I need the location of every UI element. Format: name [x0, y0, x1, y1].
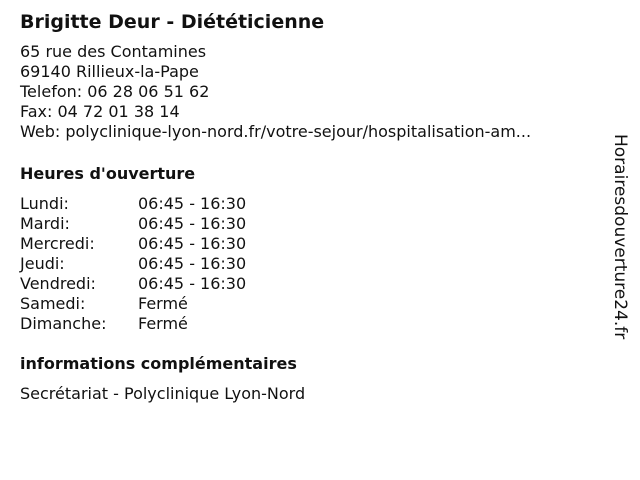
day-label: Vendredi:: [20, 274, 96, 293]
website-link[interactable]: Web: polyclinique-lyon-nord.fr/votre-sejour/hospitalisation-am...: [20, 122, 532, 141]
business-card: [20, 8, 600, 404]
day-hours: 06:45 - 16:30: [138, 234, 247, 253]
fax-number: Fax: 04 72 01 38 14: [20, 102, 180, 121]
hours-row-monday: [20, 194, 246, 214]
day-label: Samedi:: [20, 294, 86, 313]
additional-info-heading: informations complémentaires: [20, 354, 297, 373]
day-label: Lundi:: [20, 194, 69, 213]
day-label: Dimanche:: [20, 314, 107, 333]
day-hours: 06:45 - 16:30: [138, 274, 247, 293]
address-city: 69140 Rillieux-la-Pape: [20, 62, 199, 81]
day-label: Jeudi:: [20, 254, 65, 273]
opening-hours-table: [20, 194, 246, 334]
day-hours: 06:45 - 16:30: [138, 194, 247, 213]
page-title: Brigitte Deur - Diététicienne: [20, 11, 325, 33]
hours-row-thursday: [20, 254, 246, 274]
day-label: Mardi:: [20, 214, 70, 233]
address-street: 65 rue des Contamines: [20, 42, 207, 61]
hours-row-wednesday: [20, 234, 246, 254]
day-label: Mercredi:: [20, 234, 95, 253]
hours-row-saturday: [20, 294, 246, 314]
day-hours: 06:45 - 16:30: [138, 214, 247, 233]
day-hours: 06:45 - 16:30: [138, 254, 247, 273]
day-hours: Fermé: [138, 314, 188, 333]
day-hours: Fermé: [138, 294, 188, 313]
phone-number: Telefon: 06 28 06 51 62: [20, 82, 210, 101]
additional-info-text: Secrétariat - Polyclinique Lyon-Nord: [20, 384, 306, 403]
hours-row-tuesday: [20, 214, 246, 234]
opening-hours-heading: Heures d'ouverture: [20, 164, 196, 183]
hours-row-sunday: [20, 314, 246, 334]
hours-row-friday: [20, 274, 246, 294]
site-watermark: Horairesdouverture24.fr: [610, 134, 630, 340]
